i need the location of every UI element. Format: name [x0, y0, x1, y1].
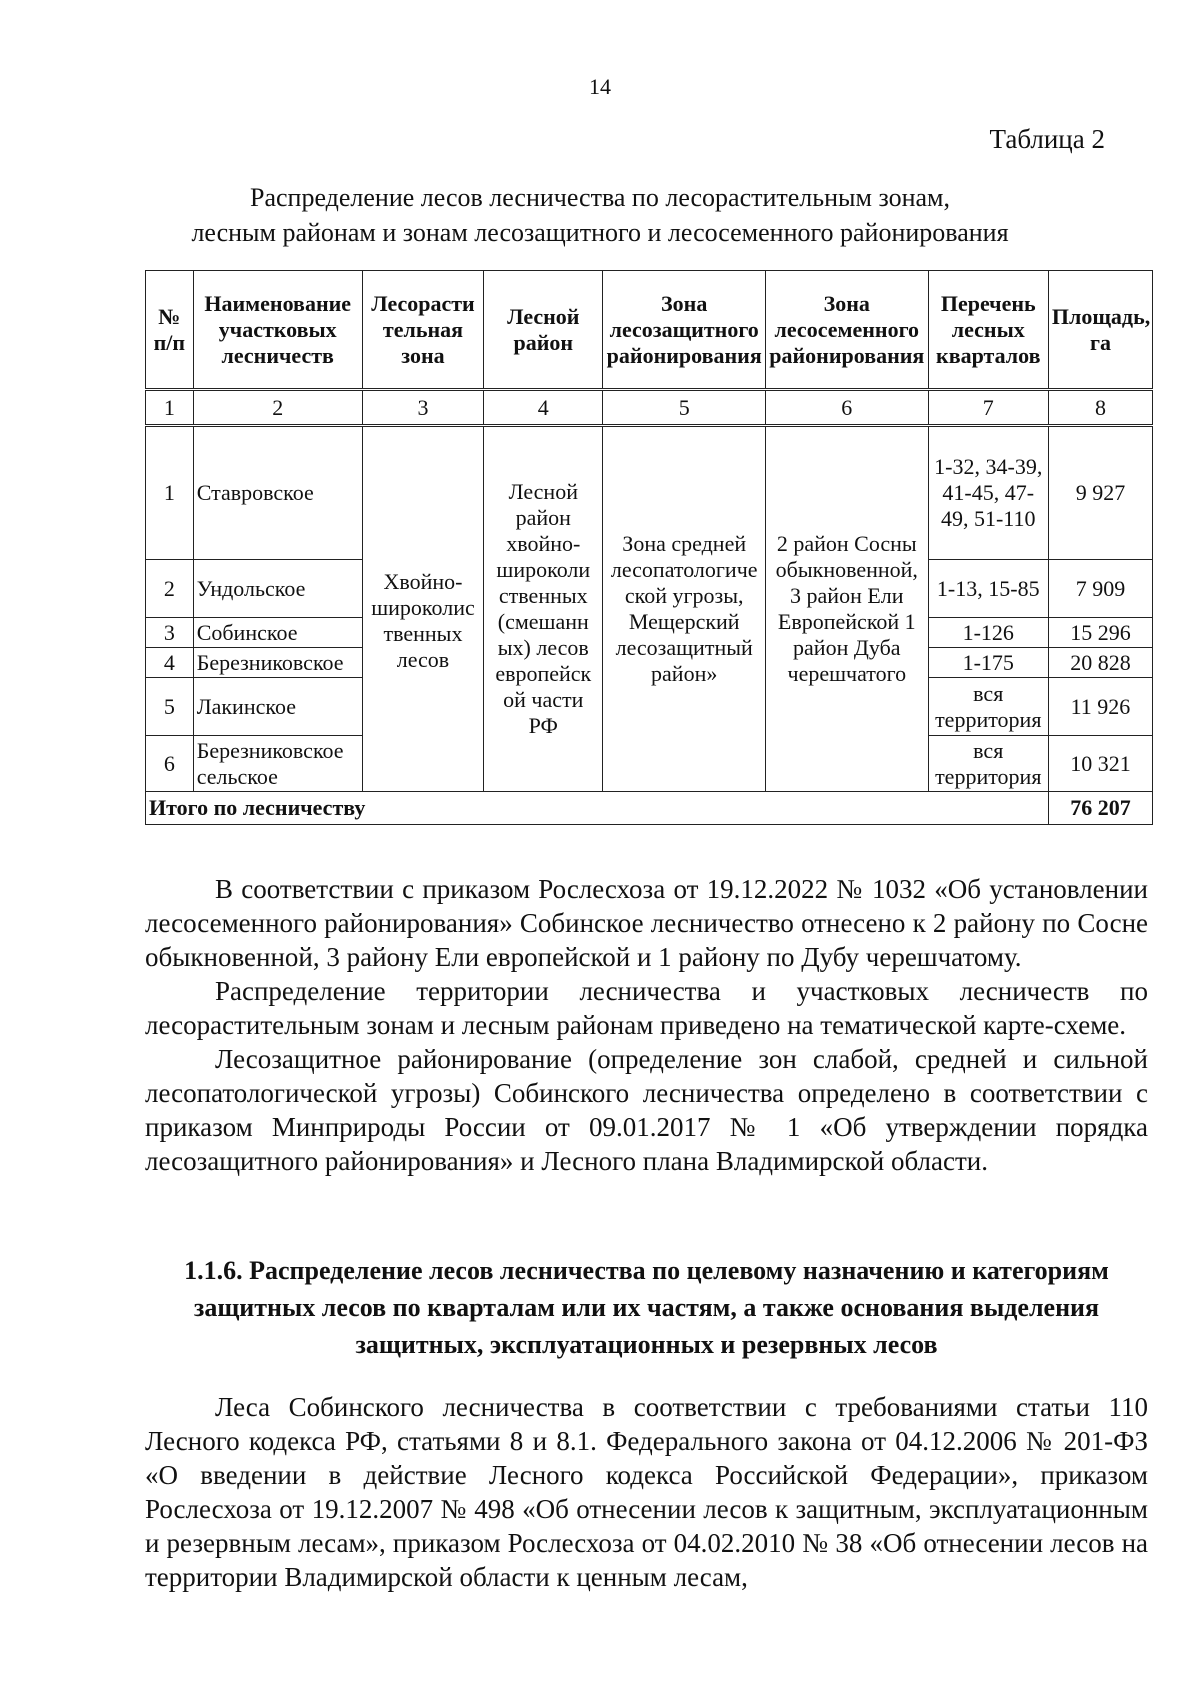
closing-paragraph: Леса Собинского лесничества в соответствии с требованиями статьи 110 Лесного кодекса РФ, статьями 8 и 8.1. Федерального закона от 04.12.2006 № 201-ФЗ «О введении в действие Лесного кодекса Российской Федерации», приказом Рослесхоза от 19.12.2007 № 498 «Об отнесении лесов к защитным, эксплуатационным и резервным лесам», приказом Рослесхоза от 04.02.2010 № 38 «Об отнесении лесов на территории Владимирской области к ценным лесам,	[145, 1392, 1148, 1592]
row-num: 6	[146, 736, 194, 792]
seed-zone-cell: 2 район Сосны обыкновенной, 3 район Ели Европейской 1 район Дуба черешчатого	[766, 426, 929, 792]
row-area: 11 926	[1048, 678, 1152, 736]
header-num: № п/п	[146, 271, 194, 390]
row-area: 15 296	[1048, 618, 1152, 648]
header-quarters: Перечень лесных кварталов	[928, 271, 1048, 390]
protection-zone-cell: Зона средней лесопатологиче ской угрозы, Мещерский лесозащитный район»	[603, 426, 766, 792]
column-number: 3	[362, 390, 483, 426]
row-name: Лакинское	[193, 678, 362, 736]
row-num: 5	[146, 678, 194, 736]
row-name: Ставровское	[193, 426, 362, 560]
row-num: 1	[146, 426, 194, 560]
column-number: 4	[484, 390, 603, 426]
table-row	[146, 426, 1153, 560]
paragraph-block	[145, 872, 1148, 1178]
district-cell: Лесной район хвойно-широколи ственных (смешанн ых) лесов европейск ой части РФ	[484, 426, 603, 792]
header-protection-zone: Зона лесозащитного районирования	[603, 271, 766, 390]
header-district: Лесной район	[484, 271, 603, 390]
row-name: Березниковское	[193, 648, 362, 678]
paragraph-territory-distribution: Распределение территории лесничества и участковых лесничеств по лесорастительным зонам и лесным районам приведено на тематической карте-схеме.	[145, 976, 1148, 1040]
table-header-row	[146, 271, 1153, 390]
row-num: 2	[146, 560, 194, 618]
row-name: Собинское	[193, 618, 362, 648]
total-value: 76 207	[1048, 792, 1152, 825]
paragraph-protection-zoning: Лесозащитное районирование (определение зон слабой, средней и сильной лесопатологической угрозы) Собинского лесничества определено в соответствии с приказом Минприроды России от 09.01.2017 № 1 «Об утверждении порядка лесозащитного районирования» и Лесного плана Владимирской области.	[145, 1044, 1148, 1176]
total-row	[146, 792, 1153, 825]
paragraph-seed-zoning: В соответствии с приказом Рослесхоза от 19.12.2022 № 1032 «Об установлении лесосеменного районирования» Собинское лесничество отнесено к 2 району по Сосне обыкновенной, 3 району Ели европейской и 1 району по Дубу черешчатому.	[145, 874, 1148, 972]
row-area: 10 321	[1048, 736, 1152, 792]
header-name: Наименование участковых лесничеств	[193, 271, 362, 390]
page-number: 14	[589, 74, 611, 99]
closing-paragraph-block	[145, 1390, 1148, 1594]
table-label: Таблица 2	[989, 124, 1105, 154]
row-quarters: вся территория	[928, 678, 1048, 736]
header-area: Площадь, га	[1048, 271, 1152, 390]
row-area: 20 828	[1048, 648, 1152, 678]
row-num: 4	[146, 648, 194, 678]
row-quarters: 1-175	[928, 648, 1048, 678]
column-number: 8	[1048, 390, 1152, 426]
row-quarters: 1-126	[928, 618, 1048, 648]
row-quarters: 1-32, 34-39, 41-45, 47-49, 51-110	[928, 426, 1048, 560]
row-quarters: 1-13, 15-85	[928, 560, 1048, 618]
table-title	[0, 180, 1200, 250]
table-title-line-2: лесным районам и зонам лесозащитного и лесосеменного районирования	[191, 218, 1009, 247]
total-label: Итого по лесничеству	[146, 792, 1049, 825]
row-area: 7 909	[1048, 560, 1152, 618]
header-seed-zone: Зона лесосеменного районирования	[766, 271, 929, 390]
row-name: Березниковское сельское	[193, 736, 362, 792]
header-zone: Лесорасти тельная зона	[362, 271, 483, 390]
forest-distribution-table	[145, 270, 1153, 825]
column-number: 5	[603, 390, 766, 426]
column-number: 1	[146, 390, 194, 426]
row-num: 3	[146, 618, 194, 648]
row-quarters: вся территория	[928, 736, 1048, 792]
column-number-row	[146, 390, 1153, 426]
section-heading: 1.1.6. Распределение лесов лесничества по целевому назначению и категориям защитных лесов по кварталам или их частям, а также основания выделения защитных, эксплуатационных и резервных лесов	[184, 1256, 1109, 1359]
column-number: 7	[928, 390, 1048, 426]
row-name: Ундольское	[193, 560, 362, 618]
column-number: 2	[193, 390, 362, 426]
table-title-line-1: Распределение лесов лесничества по лесорастительным зонам,	[249, 183, 951, 212]
zone-cell: Хвойно-широколис твенных лесов	[362, 426, 483, 792]
column-number: 6	[766, 390, 929, 426]
row-area: 9 927	[1048, 426, 1152, 560]
